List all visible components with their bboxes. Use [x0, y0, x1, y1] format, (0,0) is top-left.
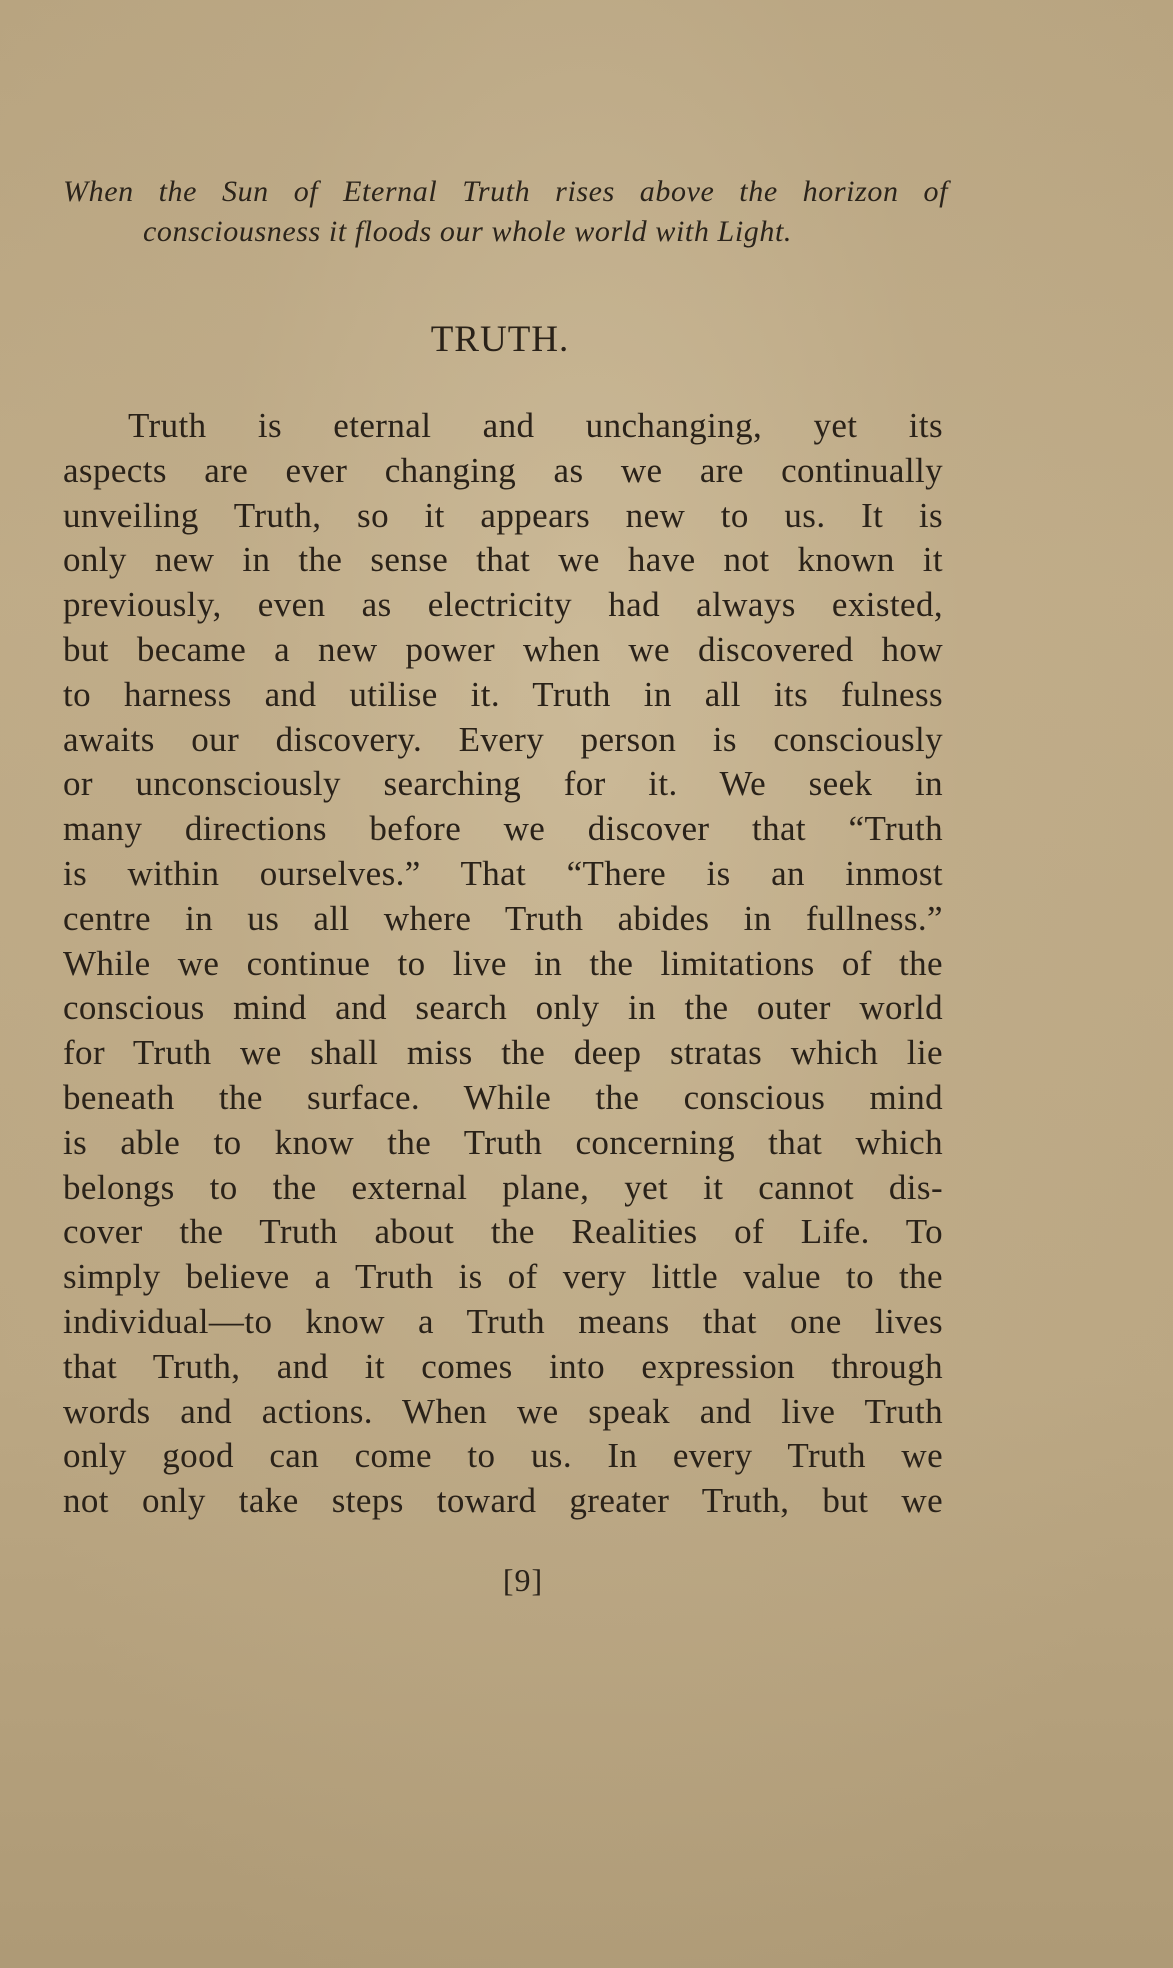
text-line: While we continue to live in the limitations of the — [63, 943, 943, 983]
text-line: conscious mind and search only in the outer world — [63, 988, 943, 1028]
text-line: cover the Truth about the Realities of Life. To — [63, 1212, 943, 1252]
text-line: individual—to know a Truth means that one lives — [63, 1301, 943, 1341]
text-line: for Truth we shall miss the deep stratas which lie — [63, 1033, 943, 1073]
text-line: many directions before we discover that “Truth — [63, 809, 943, 849]
text-line: is within ourselves.” That “There is an inmost — [63, 853, 943, 893]
text-line: Truth is eternal and unchanging, yet its — [128, 406, 943, 445]
text-line: only new in the sense that we have not known it — [63, 540, 943, 580]
text-line: or unconsciously searching for it. We seek in — [63, 764, 943, 804]
text-line: awaits our discovery. Every person is consciously — [63, 719, 943, 759]
text-line: previously, even as electricity had always existed, — [63, 585, 943, 625]
text-line: words and actions. When we speak and live Truth — [63, 1391, 943, 1431]
text-line: aspects are ever changing as we are continually — [63, 450, 943, 490]
text-line: is able to know the Truth concerning that which — [63, 1122, 943, 1162]
text-line: centre in us all where Truth abides in fullness.” — [63, 898, 943, 938]
epigraph-line: consciousness it floods our whole world with Light. — [143, 215, 792, 248]
body-paragraph — [63, 404, 943, 1524]
text-line: unveiling Truth, so it appears new to us. It is — [63, 495, 943, 535]
text-line: only good can come to us. In every Truth we — [63, 1436, 943, 1476]
page-number: [9] — [502, 1562, 544, 1598]
epigraph — [63, 172, 948, 252]
text-line: but became a new power when we discovered how — [63, 629, 943, 669]
epigraph-line: When the Sun of Eternal Truth rises above the horizon of — [63, 175, 948, 208]
text-line: simply believe a Truth is of very little value to the — [63, 1257, 943, 1297]
text-line: not only take steps toward greater Truth, but we — [63, 1481, 943, 1521]
chapter-title: TRUTH. — [430, 319, 570, 360]
text-line: belongs to the external plane, yet it cannot dis- — [63, 1167, 943, 1207]
text-line: that Truth, and it comes into expression through — [63, 1346, 943, 1386]
text-line: to harness and utilise it. Truth in all its fulness — [63, 674, 943, 714]
text-line: beneath the surface. While the conscious mind — [63, 1077, 943, 1117]
